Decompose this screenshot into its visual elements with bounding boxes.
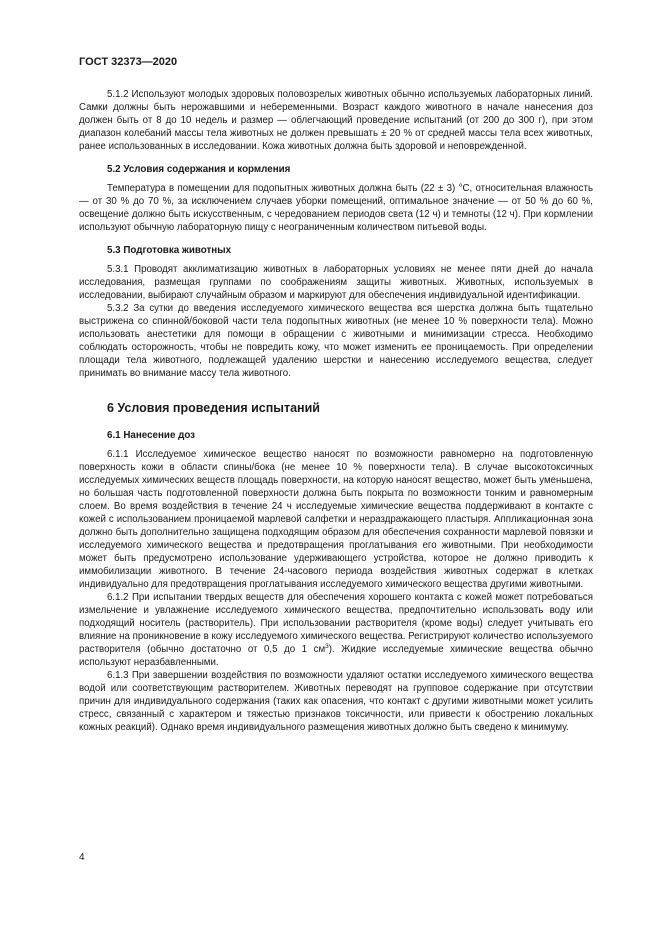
superscript-exponent: 3 bbox=[325, 643, 329, 650]
paragraph-6-1-2-part-b: ). Жидкие исследуемые химические вещества обычно используют неразбавленными. bbox=[79, 644, 594, 668]
subsection-heading-6-1: 6.1 Нанесение доз bbox=[107, 430, 196, 441]
paragraph-5-3-2: 5.3.2 За сутки до введения исследуемого химического вещества вся шерстка должна быть тщательно выстрижена со спинной/боковой части тела подопытных животных (не менее 10 % поверхности тела). Можно использовать анестетики для помощи в обращении с животными и минимизации стресса. Необходимо соблюдать осторожность, чтобы не повредить кожу, что может изменить ее проницаемость. При определении площади тела животного, подлежащей удалению шерстки и нанесению исследуемого вещества, следует принимать во внимание массу тела животного. bbox=[79, 303, 593, 379]
paragraph-5-2: Температура в помещении для подопытных животных должна быть (22 ± 3) °С, относительная влажность — от 30 % до 70 %, за исключением случаев уборки помещений, оптимальное значение — от 50 % до 60 %, освещение должно быть искусственным, с чередованием периодов света (12 ч) и темноты (12 ч). При кормлении используют обычную лабораторную пищу с неограниченным количеством питьевой воды. bbox=[79, 183, 593, 233]
subsection-heading-5-3: 5.3 Подготовка животных bbox=[107, 245, 232, 256]
page-number: 4 bbox=[79, 852, 85, 863]
section-heading-6: 6 Условия проведения испытаний bbox=[107, 401, 320, 415]
paragraph-5-3-1: 5.3.1 Проводят акклиматизацию животных в лабораторных условиях не менее пяти дней до начала исследования, размещая группами по соображениям защиты животных. Животных, используемых в исследовании, выбирают случайным образом и маркируют для обеспечения индивидуальной идентификации. bbox=[79, 264, 593, 301]
paragraph-6-1-1: 6.1.1 Исследуемое химическое вещество наносят по возможности равномерно на подготовленную поверхность кожи в области спины/бока (не менее 10 % поверхности тела). В случае высокотоксичных исследуемых химических веществ площадь поверхности, на которую наносят вещество, может быть уменьшена, но большая часть подготовленной поверхности должна быть покрыта по возможности тонким и равномерным слоем. Во время воздействия в течение 24 ч исследуемые химические вещества поддерживают в контакте с кожей с использованием проницаемой марлевой салфетки и нераздражающего пластыря. Аппликационная зона должно быть дополнительно защищена подходящим образом для обеспечения сохранности марлевой повязки и исследуемого химического вещества и предотвращения проглатывания его животными. При необходимости может быть предусмотрено использование удерживающего устройства, которое не должно приводить к иммобилизации животного. В течение 24-часового периода воздействия животных содержат в клетках индивидуально для предотвращения проглатывания исследуемого химического вещества другими животными. bbox=[79, 449, 593, 590]
page-content bbox=[79, 88, 593, 734]
subsection-heading-5-2: 5.2 Условия содержания и кормления bbox=[107, 164, 291, 175]
paragraph-6-1-2 bbox=[79, 591, 593, 669]
paragraph-5-1-2: 5.1.2 Используют молодых здоровых половозрелых животных обычно используемых лабораторных линий. Самки должны быть нерожавшими и небеременными. Возраст каждого животного в начале нанесения доз должен быть от 8 до 10 недель и размер — облегчающий проведение испытаний (от 200 до 300 г), при этом диапазон колебаний массы тела животных не должен превышать ± 20 % от средней массы тела всех животных, ранее использованных в исследовании. Кожа животных должна быть здоровой и неповрежденной. bbox=[79, 89, 593, 152]
paragraph-6-1-3: 6.1.3 При завершении воздействия по возможности удаляют остатки исследуемого химического вещества водой или соответствующим растворителем. Животных переводят на групповое содержание при отсутствии причин для индивидуального содержания (таких как опасения, что контакт с другими животными может усилить стресс, связанный с характером и тяжестью признаков токсичности, или привести к обострению локальных кожных реакций). Однако время индивидуального размещения животных должно быть сведено к минимуму. bbox=[79, 670, 593, 733]
paragraph-6-1-2-part-a: 6.1.2 При испытании твердых веществ для обеспечения хорошего контакта с кожей может потребоваться измельчение и увлажнение исследуемого химического вещества, предпочтительно использовать воду или подходящий носитель (растворитель). При использовании растворителя (кроме воды) следует учитывать его влияние на проникновение в кожу исследуемого химического вещества. Регистрируют количество используемого растворителя (обычно достаточно от 0,5 до 1 см bbox=[79, 592, 593, 655]
document-code-header: ГОСТ 32373—2020 bbox=[79, 56, 178, 68]
